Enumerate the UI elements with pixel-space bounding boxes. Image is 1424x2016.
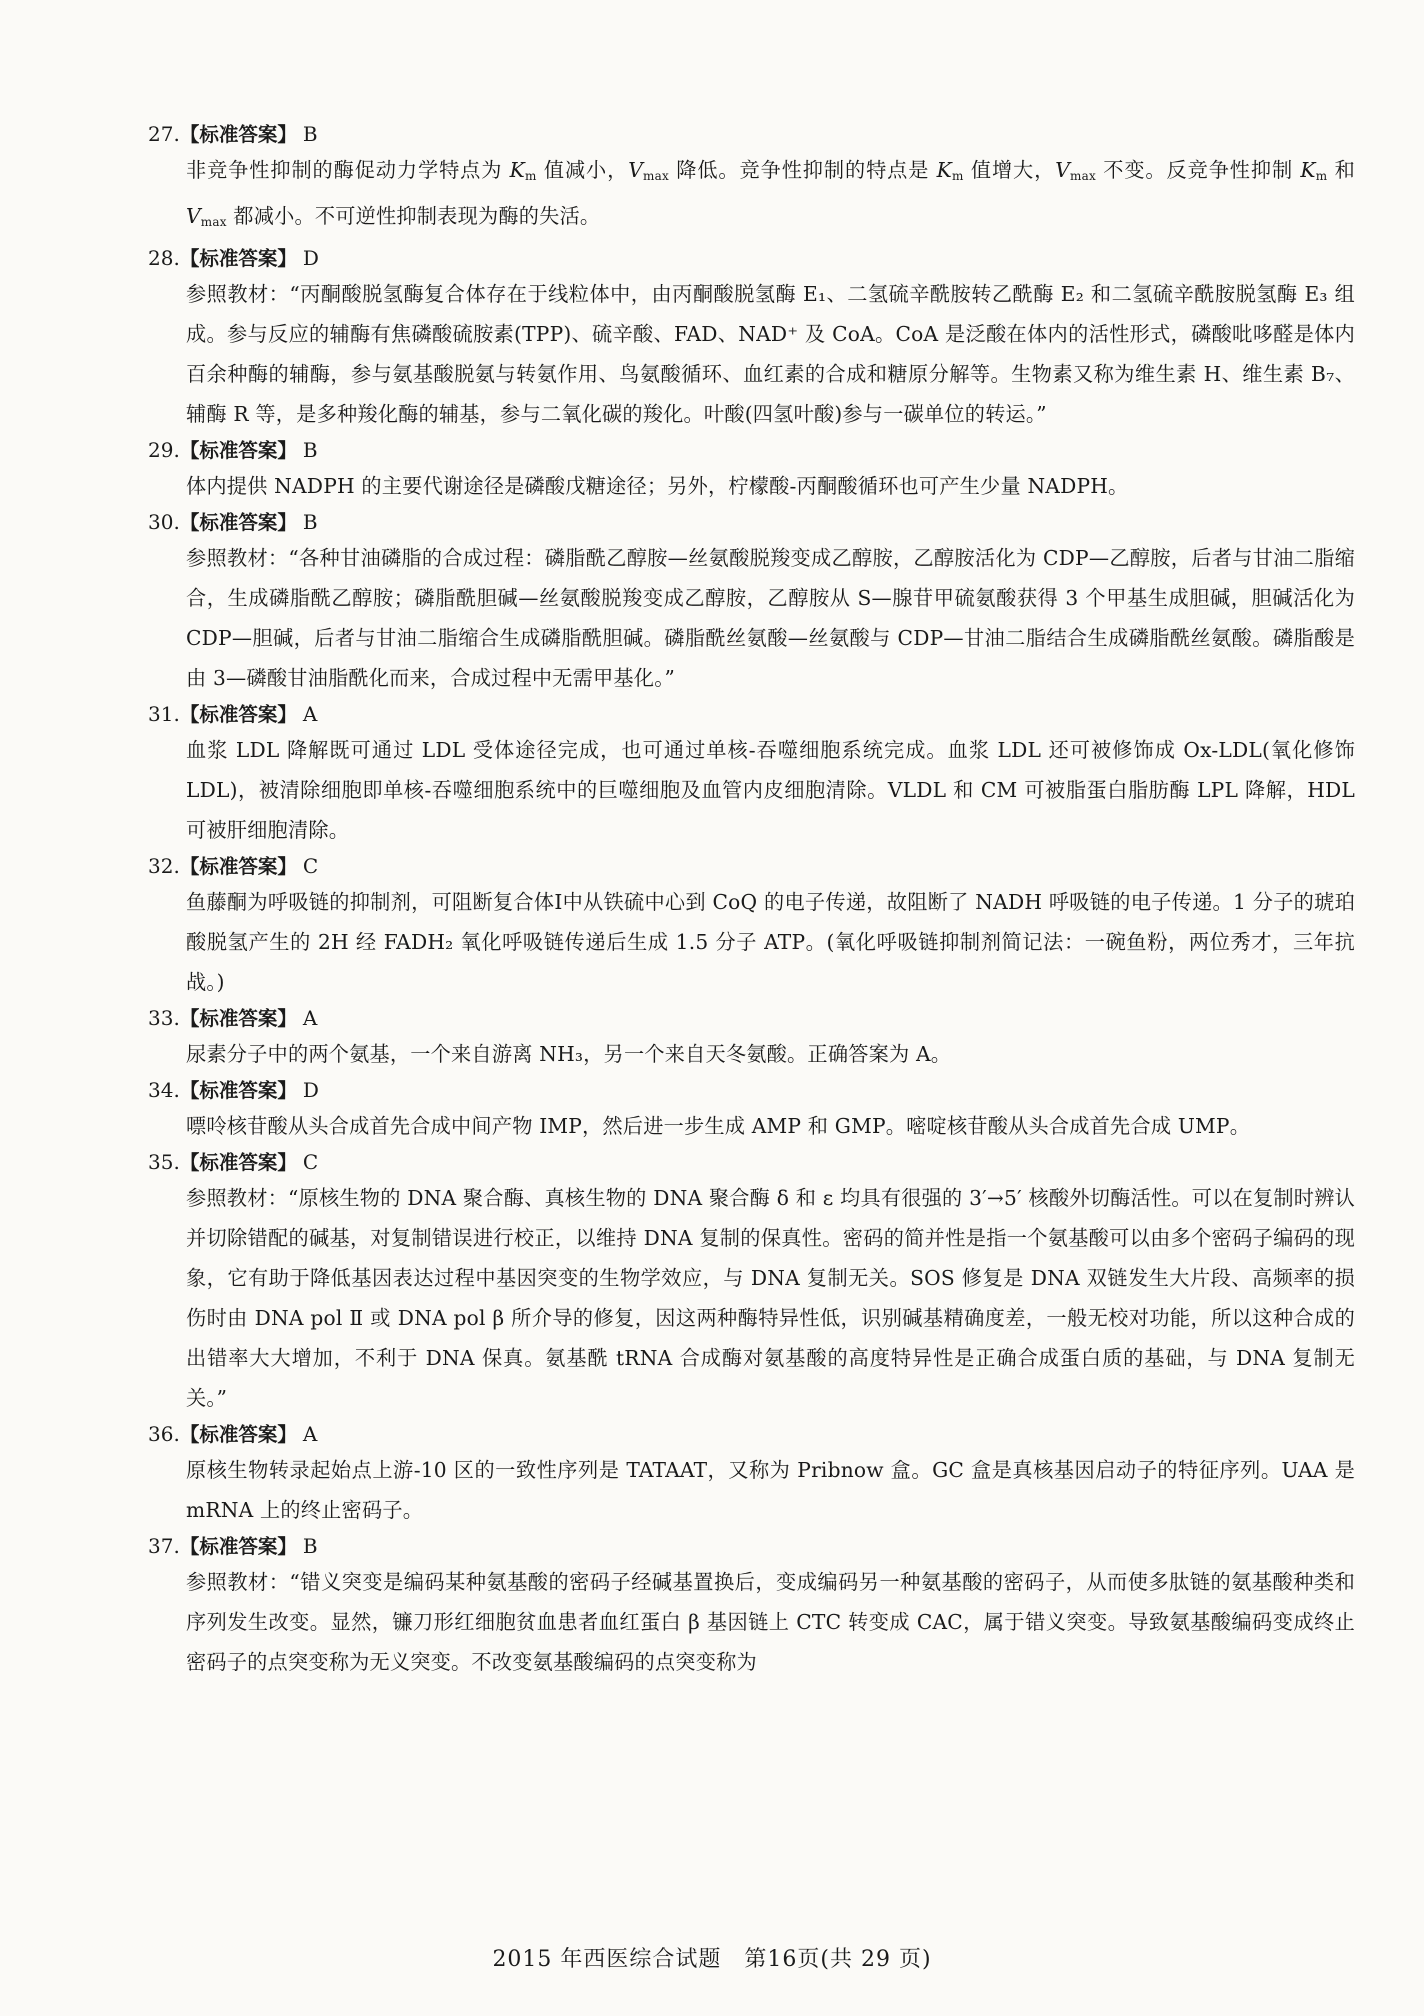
answer-label: 【标准答案】 bbox=[179, 1423, 297, 1446]
answer-item-34 bbox=[150, 1074, 1355, 1146]
question-number: 35. bbox=[148, 1150, 180, 1174]
question-number: 37. bbox=[148, 1534, 180, 1558]
answer-label: 【标准答案】 bbox=[179, 1151, 297, 1174]
answer-item-31 bbox=[150, 698, 1355, 850]
question-number: 33. bbox=[148, 1006, 180, 1030]
answer-letter: B bbox=[302, 438, 318, 462]
answer-letter: D bbox=[302, 246, 319, 270]
answer-item-36 bbox=[150, 1418, 1355, 1530]
explanation-text: 参照教材：“各种甘油磷脂的合成过程：磷脂酰乙醇胺—丝氨酸脱羧变成乙醇胺，乙醇胺活化为 CDP—乙醇胺，后者与甘油二脂缩合，生成磷脂酰乙醇胺；磷脂酰胆碱—丝氨酸脱羧变成乙醇胺，乙醇胺从 S—腺苷甲硫氨酸获得 3 个甲基生成胆碱，胆碱活化为 CDP—胆碱，后者与甘油二脂缩合生成磷脂酰胆碱。磷脂酰丝氨酸—丝氨酸与 CDP—甘油二脂结合生成磷脂酰丝氨酸。磷脂酸是由 3—磷酸甘油脂酰化而来，合成过程中无需甲基化。” bbox=[186, 546, 1355, 690]
answer-item-30 bbox=[150, 506, 1355, 698]
answer-label: 【标准答案】 bbox=[179, 703, 297, 726]
answer-item-28 bbox=[150, 242, 1355, 434]
question-number: 30. bbox=[148, 510, 180, 534]
answer-heading bbox=[148, 434, 1355, 466]
answer-letter: B bbox=[302, 122, 318, 146]
answer-label: 【标准答案】 bbox=[179, 247, 297, 270]
answer-item-33 bbox=[150, 1002, 1355, 1074]
explanation-text: 非竞争性抑制的酶促动力学特点为 $K_m$ 值减小，$V_{max}$ 降低。竞争性抑制的特点是 $K_m$ 值增大，$V_{max}$ 不变。反竞争性抑制 $K_m$ 和 $V_{max}$ 都减小。不可逆性抑制表现为酶的失活。 bbox=[186, 158, 1355, 229]
explanation-text: 参照教材：“错义突变是编码某种氨基酸的密码子经碱基置换后，变成编码另一种氨基酸的密码子，从而使多肽链的氨基酸种类和序列发生改变。显然，镰刀形红细胞贫血患者血红蛋白 β 基因链上 CTC 转变成 CAC，属于错义突变。导致氨基酸编码变成终止密码子的点突变称为无义突变。不改变氨基酸编码的点突变称为 bbox=[186, 1570, 1355, 1674]
answer-letter: A bbox=[302, 702, 318, 726]
answer-label: 【标准答案】 bbox=[179, 123, 297, 146]
question-number: 32. bbox=[148, 854, 180, 878]
explanation-text: 尿素分子中的两个氨基，一个来自游离 NH₃，另一个来自天冬氨酸。正确答案为 A。 bbox=[186, 1042, 952, 1066]
question-number: 28. bbox=[148, 246, 180, 270]
question-number: 31. bbox=[148, 702, 180, 726]
answer-item-32 bbox=[150, 850, 1355, 1002]
question-number: 34. bbox=[148, 1078, 180, 1102]
answer-heading bbox=[148, 850, 1355, 882]
page-footer: 2015 年西医综合试题 第16页(共 29 页) bbox=[492, 1947, 932, 1972]
answer-letter: C bbox=[302, 854, 319, 878]
answer-letter: D bbox=[302, 1078, 319, 1102]
explanation-text: 体内提供 NADPH 的主要代谢途径是磷酸戊糖途径；另外，柠檬酸-丙酮酸循环也可产生少量 NADPH。 bbox=[186, 474, 1129, 498]
answer-letter: A bbox=[302, 1422, 318, 1446]
answer-label: 【标准答案】 bbox=[179, 855, 297, 878]
explanation-text: 原核生物转录起始点上游-10 区的一致性序列是 TATAAT，又称为 Pribnow 盒。GC 盒是真核基因启动子的特征序列。UAA 是 mRNA 上的终止密码子。 bbox=[186, 1458, 1355, 1522]
answer-label: 【标准答案】 bbox=[179, 439, 297, 462]
answer-heading bbox=[148, 1002, 1355, 1034]
question-number: 36. bbox=[148, 1422, 180, 1446]
answer-letter: B bbox=[302, 510, 318, 534]
answer-label: 【标准答案】 bbox=[179, 511, 297, 534]
explanation-text: 参照教材：“原核生物的 DNA 聚合酶、真核生物的 DNA 聚合酶 δ 和 ε 均具有很强的 3′→5′ 核酸外切酶活性。可以在复制时辨认并切除错配的碱基，对复制错误进行校正，以维持 DNA 复制的保真性。密码的简并性是指一个氨基酸可以由多个密码子编码的现象，它有助于降低基因表达过程中基因突变的生物学效应，与 DNA 复制无关。SOS 修复是 DNA 双链发生大片段、高频率的损伤时由 DNA pol Ⅱ 或 DNA pol β 所介导的修复，因这两种酶特异性低，识别碱基精确度差，一般无校对功能，所以这种合成的出错率大大增加，不利于 DNA 保真。氨基酰 tRNA 合成酶对氨基酸的高度特异性是正确合成蛋白质的基础，与 DNA 复制无关。” bbox=[186, 1186, 1355, 1410]
answer-letter: A bbox=[302, 1006, 318, 1030]
explanation-text: 血浆 LDL 降解既可通过 LDL 受体途径完成，也可通过单核-吞噬细胞系统完成。血浆 LDL 还可被修饰成 Ox-LDL(氧化修饰 LDL)，被清除细胞即单核-吞噬细胞系统中的巨噬细胞及血管内皮细胞清除。VLDL 和 CM 可被脂蛋白脂肪酶 LPL 降解，HDL 可被肝细胞清除。 bbox=[186, 738, 1355, 842]
explanation-text: 鱼藤酮为呼吸链的抑制剂，可阻断复合体Ⅰ中从铁硫中心到 CoQ 的电子传递，故阻断了 NADH 呼吸链的电子传递。1 分子的琥珀酸脱氢产生的 2H 经 FADH₂ 氧化呼吸链传递后生成 1.5 分子 ATP。(氧化呼吸链抑制剂简记法：一碗鱼粉，两位秀才，三年抗战。) bbox=[186, 890, 1355, 994]
explanation-text: 嘌呤核苷酸从头合成首先合成中间产物 IMP，然后进一步生成 AMP 和 GMP。嘧啶核苷酸从头合成首先合成 UMP。 bbox=[186, 1114, 1251, 1138]
question-number: 29. bbox=[148, 438, 180, 462]
question-number: 27. bbox=[148, 122, 180, 146]
answer-item-27 bbox=[150, 118, 1355, 242]
answer-heading bbox=[148, 118, 1355, 150]
answer-heading bbox=[148, 1146, 1355, 1178]
answer-label: 【标准答案】 bbox=[179, 1007, 297, 1030]
answer-item-37 bbox=[150, 1530, 1355, 1682]
answer-item-35 bbox=[150, 1146, 1355, 1418]
answer-label: 【标准答案】 bbox=[179, 1535, 297, 1558]
answer-label: 【标准答案】 bbox=[179, 1079, 297, 1102]
answer-letter: C bbox=[302, 1150, 319, 1174]
answer-heading bbox=[148, 506, 1355, 538]
answer-heading bbox=[148, 1074, 1355, 1106]
answer-item-29 bbox=[150, 434, 1355, 506]
answer-letter: B bbox=[302, 1534, 318, 1558]
answer-heading bbox=[148, 1530, 1355, 1562]
answer-list bbox=[150, 118, 1355, 1682]
answer-heading bbox=[148, 698, 1355, 730]
explanation-text: 参照教材：“丙酮酸脱氢酶复合体存在于线粒体中，由丙酮酸脱氢酶 E₁、二氢硫辛酰胺转乙酰酶 E₂ 和二氢硫辛酰胺脱氢酶 E₃ 组成。参与反应的辅酶有焦磷酸硫胺素(TPP)、硫辛酸、FAD、NAD⁺ 及 CoA。CoA 是泛酸在体内的活性形式，磷酸吡哆醛是体内百余种酶的辅酶，参与氨基酸脱氨与转氨作用、鸟氨酸循环、血红素的合成和糖原分解等。生物素又称为维生素 H、维生素 B₇、辅酶 R 等，是多种羧化酶的辅基，参与二氧化碳的羧化。叶酸(四氢叶酸)参与一碳单位的转运。” bbox=[186, 282, 1355, 426]
answer-heading bbox=[148, 242, 1355, 274]
answer-heading bbox=[148, 1418, 1355, 1450]
